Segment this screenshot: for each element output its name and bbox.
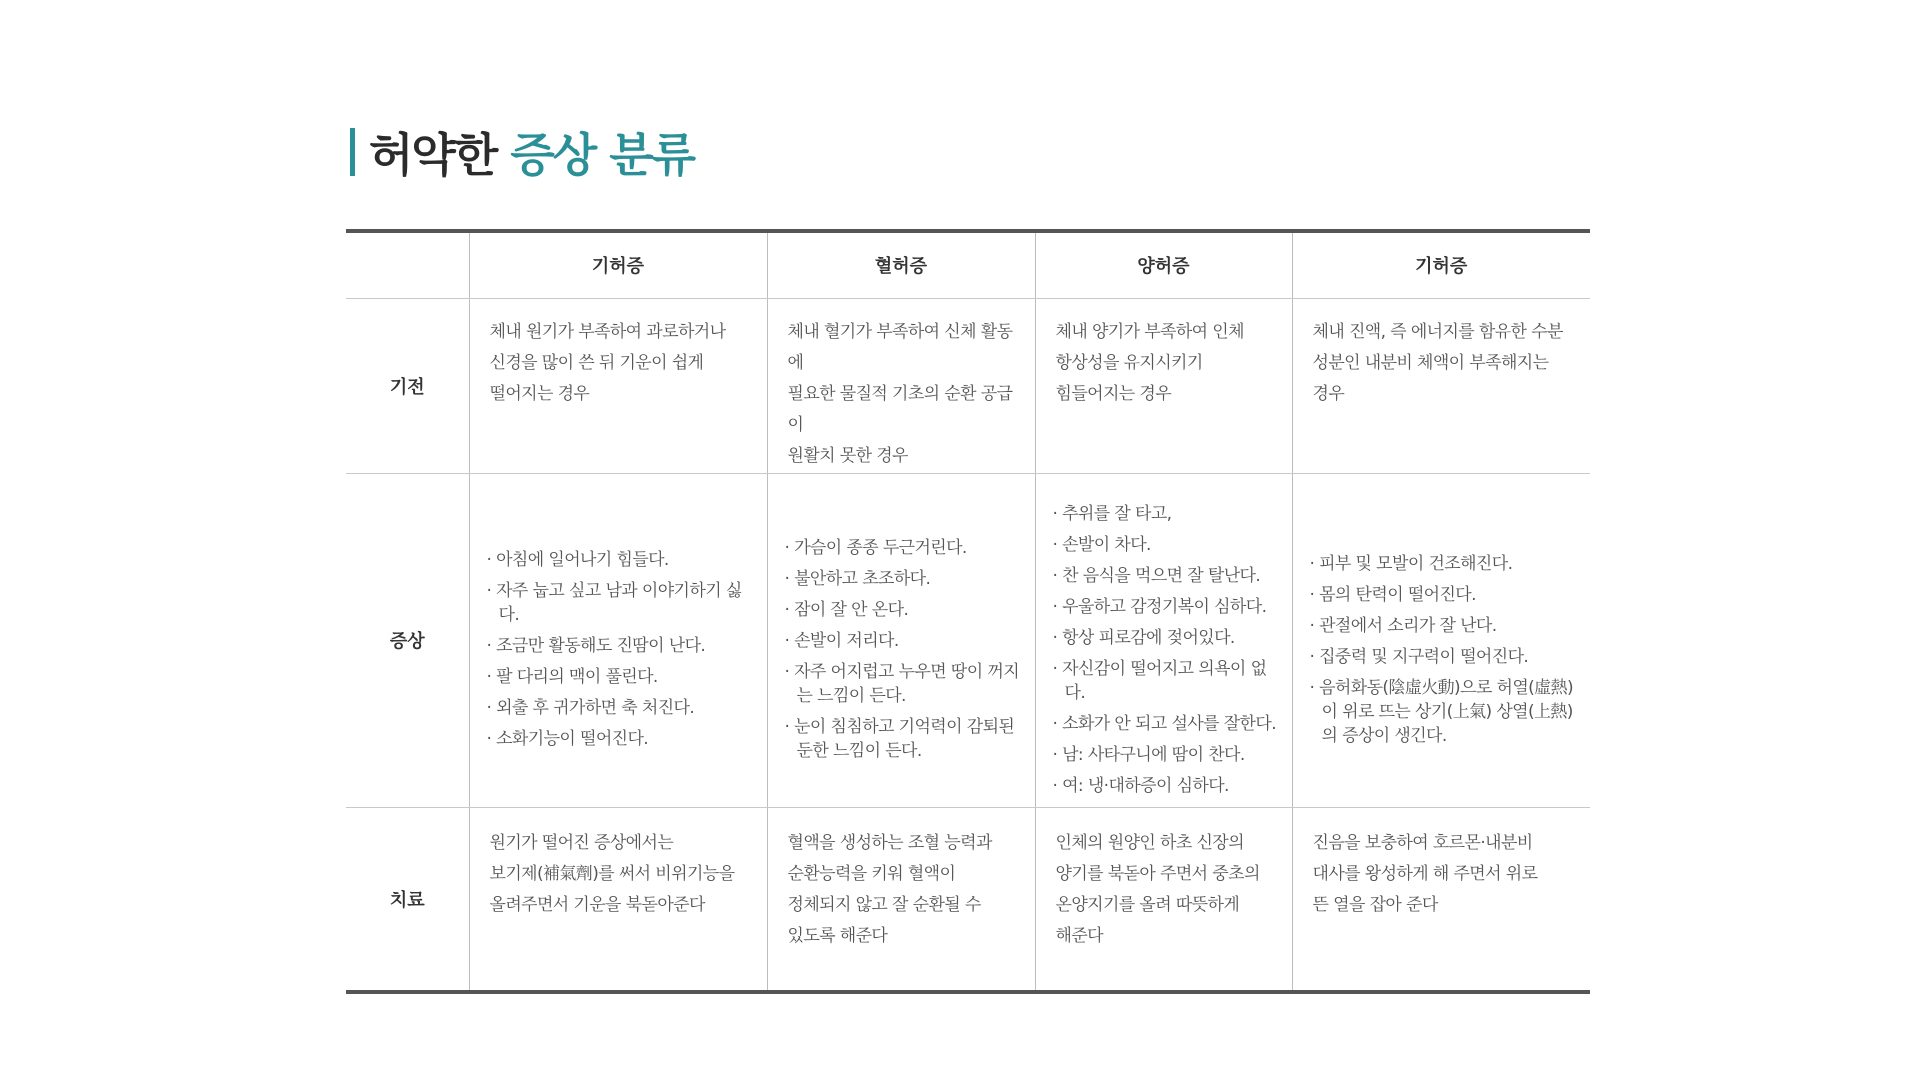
header-blood-deficiency: 혈허증 xyxy=(767,231,1035,298)
symptom-item: · 자신감이 떨어지고 의욕이 없다. xyxy=(1053,657,1287,705)
treatment-cell: 혈액을 생성하는 조혈 능력과 순환능력을 키워 혈액이 정체되지 않고 잘 순환될 수 있도록 해준다 xyxy=(787,832,992,946)
table-row-treatment xyxy=(346,807,1590,992)
symptom-list xyxy=(1037,476,1291,798)
treatment-cell: 원기가 떨어진 증상에서는 보기제(補氣劑)를 써서 비위기능을 올려주면서 기운을 북돋아준다 xyxy=(489,832,735,915)
row-label-mechanism: 기전 xyxy=(346,298,469,473)
row-label-treatment: 치료 xyxy=(346,807,469,992)
row-label-symptoms: 증상 xyxy=(346,473,469,807)
table-row-mechanism xyxy=(346,298,1590,473)
mechanism-cell: 체내 원기가 부족하여 과로하거나 신경을 많이 쓴 뒤 기운이 쉽게 떨어지는 경우 xyxy=(489,321,726,404)
symptom-item: · 몸의 탄력이 떨어진다. xyxy=(1310,583,1586,607)
symptom-item: · 피부 및 모발이 건조해진다. xyxy=(1310,552,1586,576)
symptom-item: · 찬 음식을 먹으면 잘 탈난다. xyxy=(1053,564,1287,588)
treatment-cell: 진음을 보충하여 호르몬·내분비 대사를 왕성하게 해 주면서 위로 뜬 열을 잡아 준다 xyxy=(1312,832,1538,915)
symptom-list xyxy=(769,510,1034,763)
symptom-item: · 손발이 저리다. xyxy=(785,629,1030,653)
symptom-item: · 남: 사타구니에 땀이 찬다. xyxy=(1053,743,1287,767)
title-main: 허약한 xyxy=(369,128,497,182)
symptom-item: · 자주 어지럽고 누우면 땅이 꺼지는 느낌이 든다. xyxy=(785,660,1030,708)
symptom-item: · 손발이 차다. xyxy=(1053,533,1287,557)
header-corner xyxy=(346,231,469,298)
mechanism-cell: 체내 혈기가 부족하여 신체 활동에 필요한 물질적 기초의 순환 공급이 원활치 못한 경우 xyxy=(787,321,1013,466)
symptom-item: · 우울하고 감정기복이 심하다. xyxy=(1053,595,1287,619)
header-yin-deficiency: 기허증 xyxy=(1292,231,1590,298)
treatment-cell: 인체의 원양인 하초 신장의 양기를 북돋아 주면서 중초의 온양지기를 올려 따뜻하게 해준다 xyxy=(1055,832,1260,946)
table-header-row xyxy=(346,231,1590,298)
symptom-item: · 아침에 일어나기 힘들다. xyxy=(487,548,762,572)
classification-table xyxy=(346,229,1590,994)
symptom-list xyxy=(471,522,766,751)
symptom-item: · 여: 냉·대하증이 심하다. xyxy=(1053,774,1287,798)
symptom-item: · 조금만 활동해도 진땀이 난다. xyxy=(487,634,762,658)
header-yang-deficiency: 양허증 xyxy=(1035,231,1292,298)
header-qi-deficiency: 기허증 xyxy=(469,231,767,298)
symptom-item: · 불안하고 초조하다. xyxy=(785,567,1030,591)
symptom-item: · 소화가 안 되고 설사를 잘한다. xyxy=(1053,712,1287,736)
page-title xyxy=(350,126,695,182)
symptom-item: · 외출 후 귀가하면 축 처진다. xyxy=(487,696,762,720)
symptom-item: · 잠이 잘 안 온다. xyxy=(785,598,1030,622)
title-text xyxy=(369,119,694,185)
symptom-item: · 항상 피로감에 젖어있다. xyxy=(1053,626,1287,650)
symptom-item: · 집중력 및 지구력이 떨어진다. xyxy=(1310,645,1586,669)
symptom-item: · 음허화동(陰虛火動)으로 허열(虛熱)이 위로 뜨는 상기(上氣) 상열(上熱)의 증상이 생긴다. xyxy=(1310,676,1586,748)
symptom-item: · 관절에서 소리가 잘 난다. xyxy=(1310,614,1586,638)
symptom-item: · 자주 눕고 싶고 남과 이야기하기 싫다. xyxy=(487,579,762,627)
symptom-item: · 추위를 잘 타고, xyxy=(1053,502,1287,526)
title-accent-bar xyxy=(350,128,355,176)
symptom-item: · 눈이 침침하고 기억력이 감퇴된 둔한 느낌이 든다. xyxy=(785,715,1030,763)
symptom-item: · 팔 다리의 맥이 풀린다. xyxy=(487,665,762,689)
symptom-item: · 소화기능이 떨어진다. xyxy=(487,727,762,751)
title-accent-text: 증상 분류 xyxy=(510,128,695,182)
table-row-symptoms xyxy=(346,473,1590,807)
symptom-list xyxy=(1294,526,1590,748)
mechanism-cell: 체내 진액, 즉 에너지를 함유한 수분 성분인 내분비 체액이 부족해지는 경우 xyxy=(1312,321,1563,404)
symptom-item: · 가슴이 종종 두근거린다. xyxy=(785,536,1030,560)
mechanism-cell: 체내 양기가 부족하여 인체 항상성을 유지시키기 힘들어지는 경우 xyxy=(1055,321,1244,404)
